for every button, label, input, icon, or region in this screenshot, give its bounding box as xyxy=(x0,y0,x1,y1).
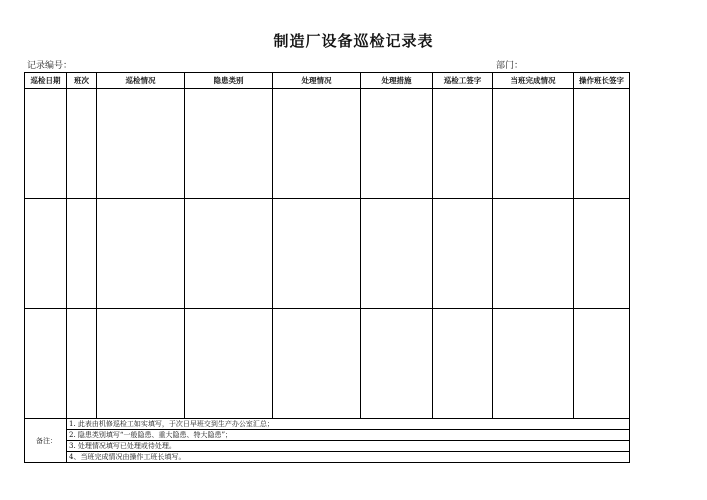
header-handling-measures: 处理措施 xyxy=(361,73,433,89)
cell-inspector-signature[interactable] xyxy=(433,199,493,309)
cell-hazard-category[interactable] xyxy=(185,199,273,309)
cell-shift[interactable] xyxy=(67,199,97,309)
header-inspector-signature: 巡检工签字 xyxy=(433,73,493,89)
cell-hazard-category[interactable] xyxy=(185,89,273,199)
cell-handling-status[interactable] xyxy=(273,199,361,309)
cell-handling-status[interactable] xyxy=(273,309,361,419)
header-shift-completion: 当班完成情况 xyxy=(493,73,574,89)
remark-item: 1. 此表由机修巡检工如实填写，于次日早班交到生产办公室汇总； xyxy=(67,419,630,430)
header-handling-status: 处理情况 xyxy=(273,73,361,89)
header-inspection-status: 巡检情况 xyxy=(97,73,185,89)
header-team-leader-signature: 操作班长签字 xyxy=(574,73,630,89)
header-shift: 班次 xyxy=(67,73,97,89)
cell-team-leader-signature[interactable] xyxy=(574,199,630,309)
cell-inspection-status[interactable] xyxy=(97,199,185,309)
cell-inspector-signature[interactable] xyxy=(433,309,493,419)
remark-item: 4、当班完成情况由操作工班长填写。 xyxy=(67,452,630,463)
department-label: 部门： xyxy=(496,61,524,71)
header-row xyxy=(25,73,630,89)
remark-item: 3. 处理情况填写已处理或待处理。 xyxy=(67,441,630,452)
cell-inspector-signature[interactable] xyxy=(433,89,493,199)
header-inspection-date: 巡检日期 xyxy=(25,73,67,89)
cell-shift-completion[interactable] xyxy=(493,309,574,419)
cell-handling-status[interactable] xyxy=(273,89,361,199)
inspection-record-table xyxy=(24,72,630,463)
table-row xyxy=(25,199,630,309)
cell-handling-measures[interactable] xyxy=(361,89,433,199)
cell-shift[interactable] xyxy=(67,309,97,419)
table-row xyxy=(25,89,630,199)
table-row xyxy=(25,309,630,419)
cell-team-leader-signature[interactable] xyxy=(574,309,630,419)
cell-inspection-status[interactable] xyxy=(97,89,185,199)
document-title: 制造厂设备巡检记录表 xyxy=(273,32,434,50)
cell-shift-completion[interactable] xyxy=(493,199,574,309)
remark-item: 2. 隐患类别填写“一般隐患、重大隐患、特大隐患”； xyxy=(67,430,630,441)
remark-row xyxy=(25,430,630,441)
cell-inspection-date[interactable] xyxy=(25,199,67,309)
cell-inspection-date[interactable] xyxy=(25,309,67,419)
cell-shift-completion[interactable] xyxy=(493,89,574,199)
remark-row xyxy=(25,419,630,430)
cell-hazard-category[interactable] xyxy=(185,309,273,419)
cell-team-leader-signature[interactable] xyxy=(574,89,630,199)
remarks-label: 备注： xyxy=(25,419,67,463)
cell-inspection-status[interactable] xyxy=(97,309,185,419)
cell-handling-measures[interactable] xyxy=(361,199,433,309)
header-hazard-category: 隐患类别 xyxy=(185,73,273,89)
cell-inspection-date[interactable] xyxy=(25,89,67,199)
record-number-label: 记录编号： xyxy=(27,61,73,71)
cell-handling-measures[interactable] xyxy=(361,309,433,419)
cell-shift[interactable] xyxy=(67,89,97,199)
remark-row xyxy=(25,452,630,463)
remark-row xyxy=(25,441,630,452)
